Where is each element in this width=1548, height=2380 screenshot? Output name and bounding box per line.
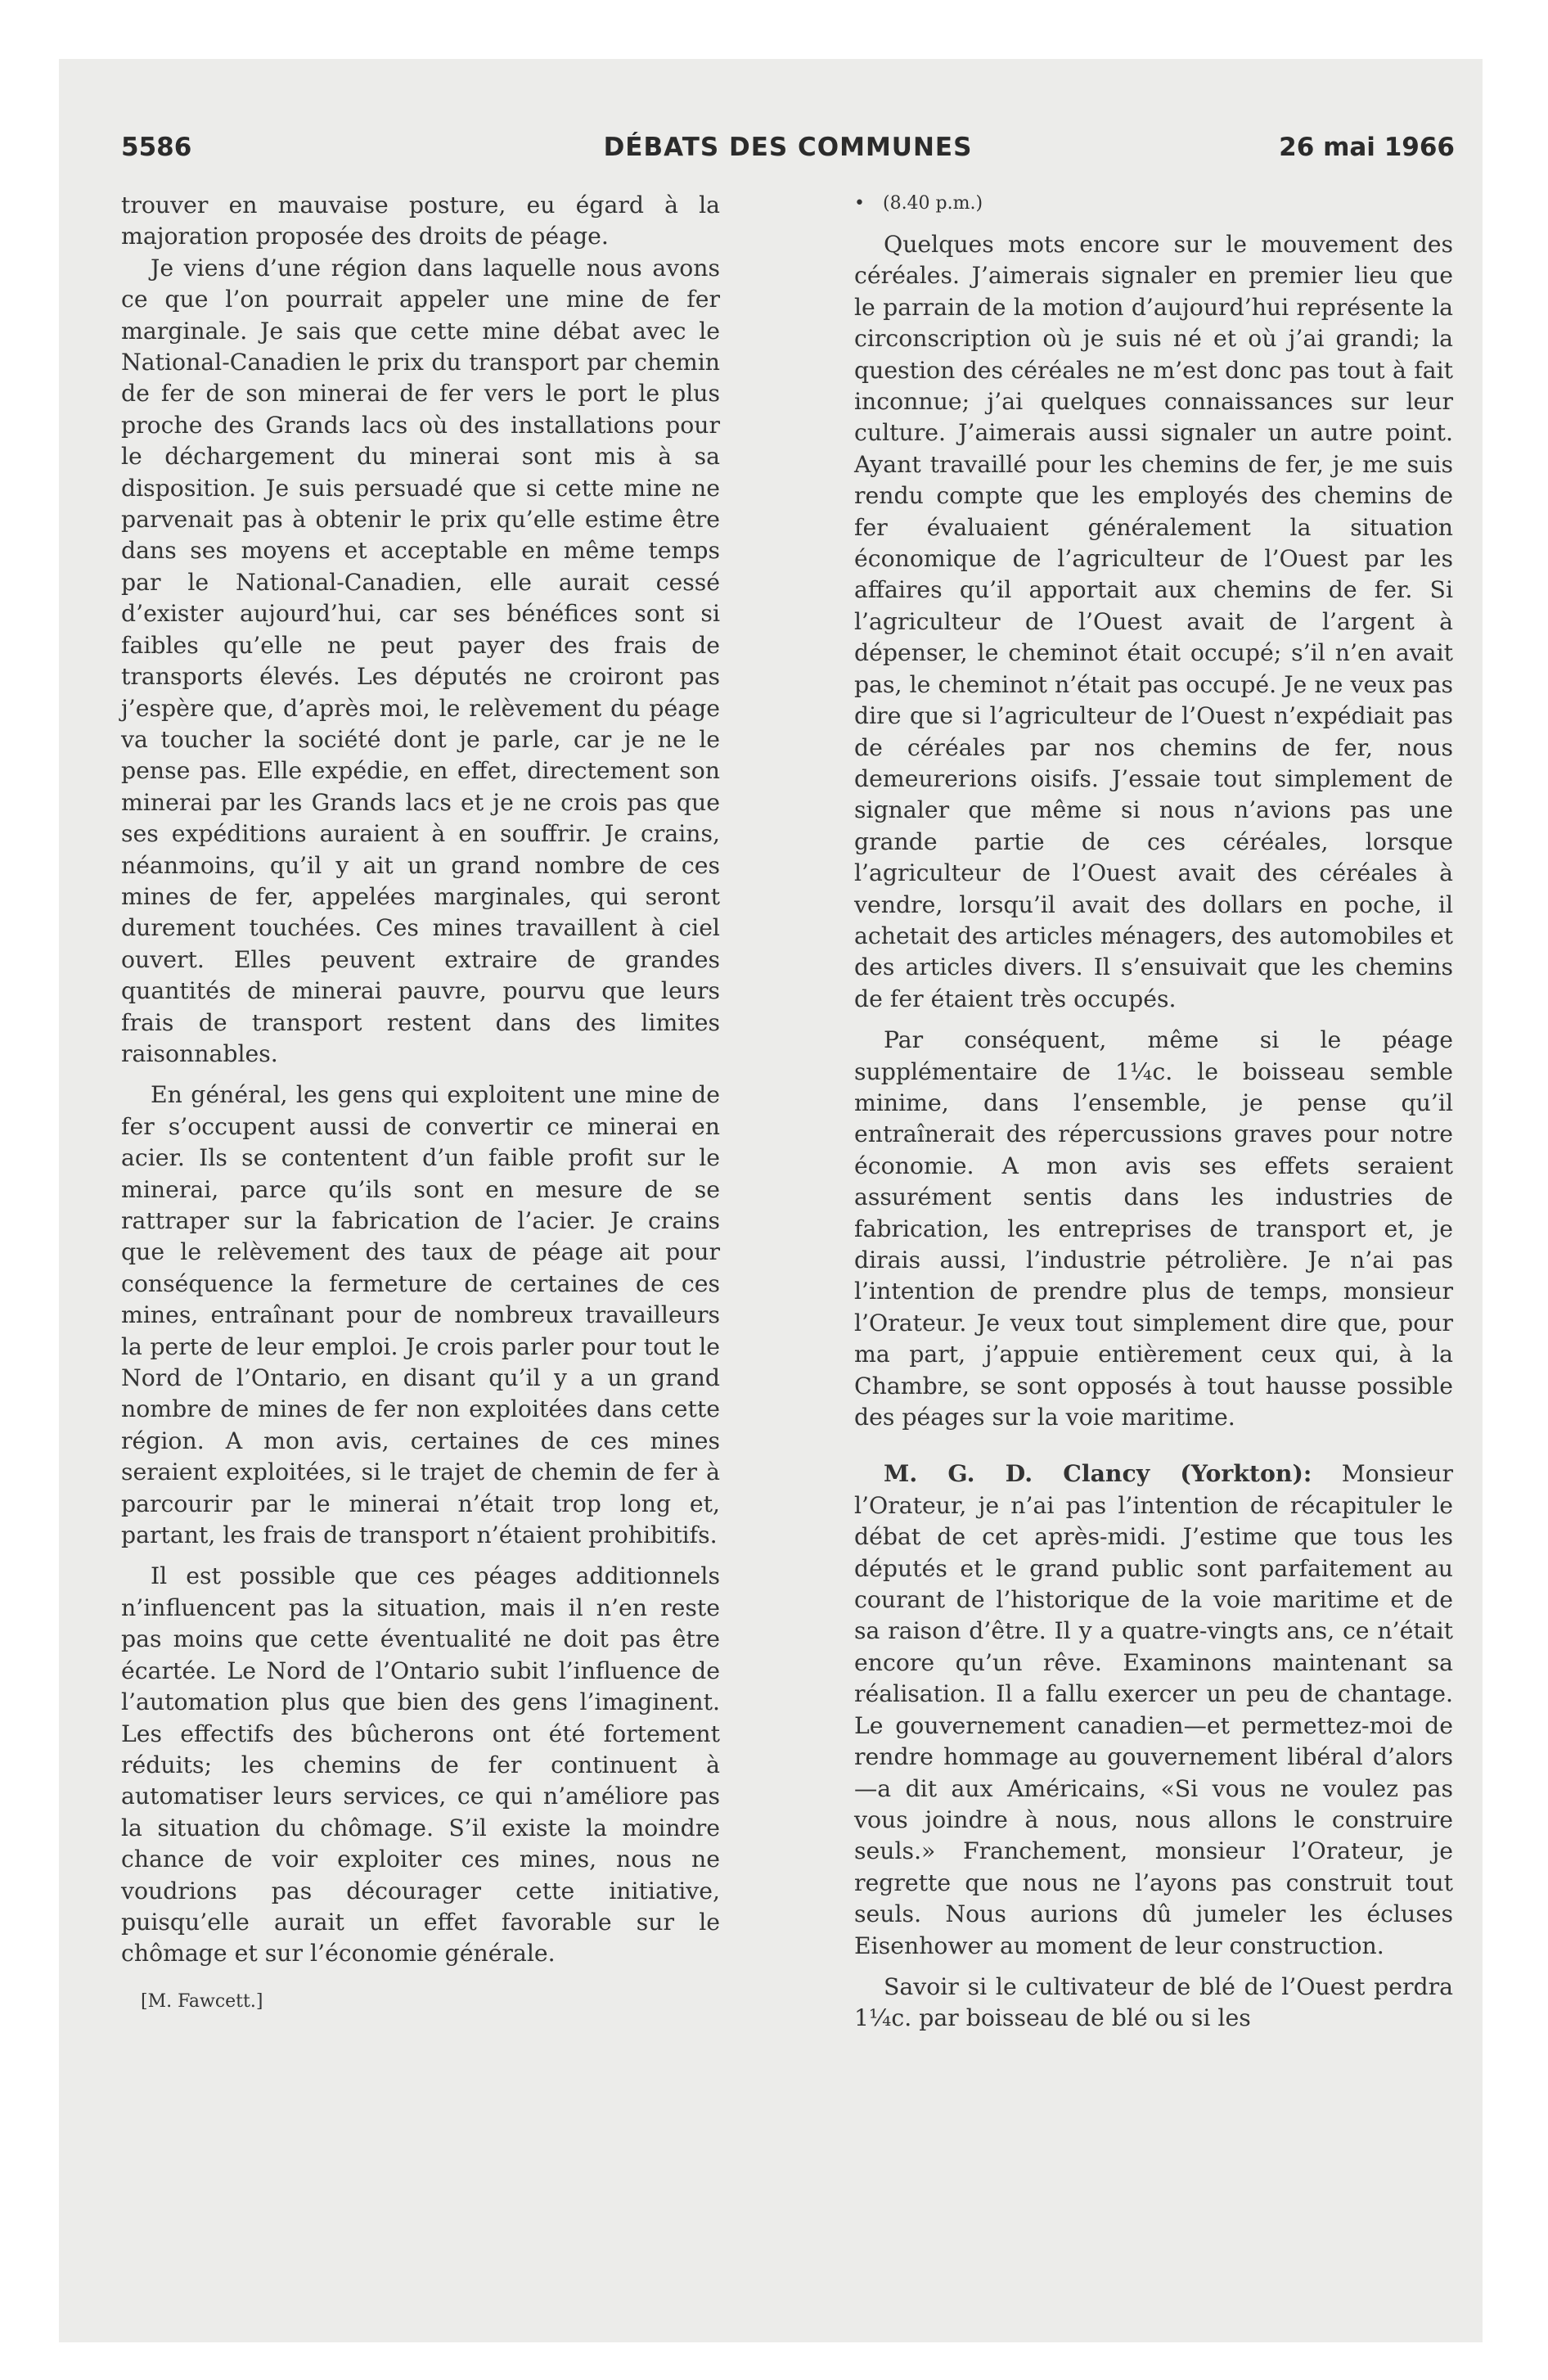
page-header (121, 129, 1455, 170)
bullet-icon: • (854, 193, 865, 214)
running-title: DÉBATS DES COMMUNES (603, 133, 973, 162)
time-marker-text: (8.40 p.m.) (882, 193, 983, 214)
time-marker (854, 190, 1453, 218)
paragraph: trouver en mauvaise posture, eu égard à la majoration proposée des droits de péage. (121, 192, 720, 250)
paragraph: En général, les gens qui exploitent une mine de fer s’occupent aussi de convertir ce minerai en acier. Ils se contentent d’un faible profit sur le minerai, parce qu’ils sont en mesure de se rattraper sur la fabrication de l’acier. Je crains que le relèvement des taux de péage ait pour conséquence la fermeture de certaines de ces mines, entraînant pour de nombreux travailleurs la perte de leur emploi. Je crois parler pour tout le Nord de l’Ontario, en disant qu’il y a un grand nombre de mines de fer non exploitées dans cette région. A mon avis, certaines de ces mines seraient exploitées, si le trajet de chemin de fer à parcourir par le minerai n’était trop long et, partant, les frais de transport n’étaient prohibitifs. (121, 1081, 720, 1549)
right-column (854, 190, 1453, 2035)
page-date: 26 mai 1966 (1279, 133, 1455, 162)
speaker-name: M. G. D. Clancy (Yorkton): (884, 1459, 1312, 1488)
page-number: 5586 (121, 133, 192, 162)
paragraph: Il est possible que ces péages additionnels n’influencent pas la situation, mais il n’en reste pas moins que cette éventualité ne doit pas être écartée. Le Nord de l’Ontario subit l’influence de l’automation plus que bien des gens l’imaginent. Les effectifs des bûcherons ont été fortement réduits; les chemins de fer continuent à automatiser leurs services, ce qui n’améliore pas la situation du chômage. S’il existe la moindre chance de voir exploiter ces mines, nous ne voudrions pas décourager cette initiative, puisqu’elle aurait un effet favorable sur le chômage et sur l’économie générale. (121, 1562, 720, 1968)
paragraph: Je viens d’une région dans laquelle nous avons ce que l’on pourrait appeler une mine de fer marginale. Je sais que cette mine débat avec le National-Canadien le prix du transport par chemin de fer de son minerai de fer vers le port le plus proche des Grands lacs où des installations pour le déchargement du minerai sont mis à sa disposition. Je suis persuadé que si cette mine ne parvenait pas à obtenir le prix qu’elle estime être dans ses moyens et acceptable en même temps par le National-Canadien, elle aurait cessé d’exister aujourd’hui, car ses bénéfices sont si faibles qu’elle ne peut payer des frais de transports élevés. Les députés ne croiront pas j’espère que, d’après moi, le relèvement du péage va toucher la société dont je parle, car je ne le pense pas. Elle expédie, en effet, directement son minerai par les Grands lacs et je ne crois pas que ses expéditions auraient à en souffrir. Je crains, néanmoins, qu’il y ait un grand nombre de ces mines de fer, appelées marginales, qui seront durement touchées. Ces mines travaillent à ciel ouvert. Elles peuvent extraire de grandes quantités de minerai pauvre, pourvu que leurs frais de transport restent dans des limites raisonnables. (121, 254, 720, 1067)
paragraph: Par conséquent, même si le péage supplémentaire de 1¼c. le boisseau semble minime, dans l’ensemble, je pense qu’il entraînerait des répercussions graves pour notre économie. A mon avis ses effets seraient assurément sentis dans les industries de fabrication, les entreprises de transport et, je dirais aussi, l’industrie pétrolière. Je n’ai pas l’intention de prendre plus de temps, monsieur l’Orateur. Je veux tout simplement dire que, pour ma part, j’appuie entièrement ceux qui, à la Chambre, se sont opposés à tout hausse possible des péages sur la voie maritime. (854, 1026, 1453, 1431)
paragraph: Quelques mots encore sur le mouvement des céréales. J’aimerais signaler en premier lieu que le parrain de la motion d’aujourd’hui représente la circonscription où je suis né et où j’ai grandi; la question des céréales ne m’est donc pas tout à fait inconnue; j’ai quelques connaissances sur leur culture. J’aimerais aussi signaler un autre point. Ayant travaillé pour les chemins de fer, je me suis rendu compte que les employés des chemins de fer évaluaient généralement la situation économique de l’agriculteur de l’Ouest par les affaires qu’il apportait aux chemins de fer. Si l’agriculteur de l’Ouest avait de l’argent à dépenser, le cheminot était occupé; s’il n’en avait pas, le cheminot n’était pas occupé. Je ne veux pas dire que si l’agriculteur de l’Ouest n’expédiait pas de céréales par nos chemins de fer, nous demeurerions oisifs. J’essaie tout simplement de signaler que même si nous n’avions pas une grande partie de ces céréales, lorsque l’agriculteur de l’Ouest avait des céréales à vendre, lorsqu’il avait des dollars en poche, il achetait des articles ménagers, des automobiles et des articles divers. Il s’ensuivait que les chemins de fer étaient très occupés. (854, 231, 1453, 1012)
paragraph: Savoir si le cultivateur de blé de l’Ouest perdra 1¼c. par boisseau de blé ou si les (854, 1972, 1453, 2032)
speaker-signature: [M. Fawcett.] (141, 1990, 263, 2012)
paragraph (854, 1458, 1453, 1962)
speech-text: Monsieur l’Orateur, je n’ai pas l’intention de récapituler le débat de cet après-midi. J’estime que tous les députés et le grand public sont parfaitement au courant de l’historique de la voie maritime et de sa raison d’être. Il y a quatre-vingts ans, ce n’était encore qu’un rêve. Examinons maintenant sa réalisation. Il a fallu exercer un peu de chantage. Le gouvernement canadien—et permettez-moi de rendre hommage au gouvernement libéral d’alors—a dit aux Américains, «Si vous ne voulez pas vous joindre à nous, nous allons le construire seuls.» Franchement, monsieur l’Orateur, je regrette que nous ne l’ayons pas construit tout seuls. Nous aurions dû jumeler les écluses Eisenhower au moment de leur construction. (854, 1460, 1453, 1959)
left-column (121, 190, 720, 2016)
